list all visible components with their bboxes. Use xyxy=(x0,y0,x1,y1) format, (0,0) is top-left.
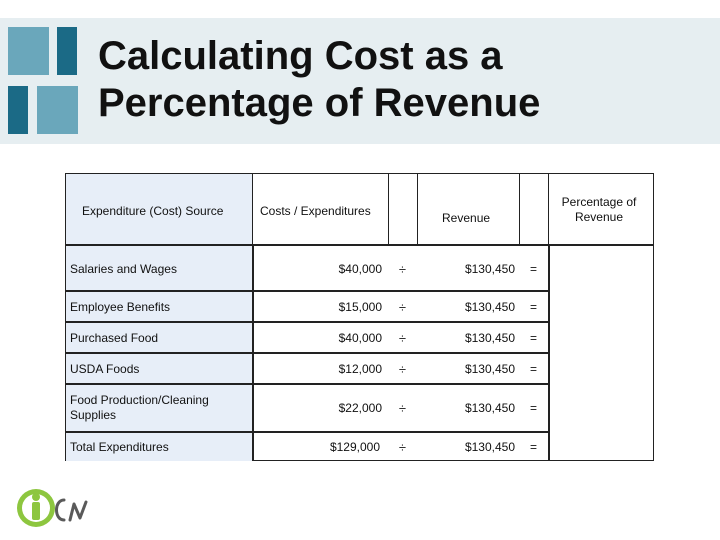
row-3-source: Purchased Food xyxy=(70,331,159,345)
row-2-cost: $15,000 xyxy=(338,300,382,314)
row-3-equals: = xyxy=(529,331,537,345)
header-percentage-label xyxy=(549,195,649,225)
header-percentage-line2: Revenue xyxy=(574,210,624,224)
header-percentage xyxy=(548,174,653,244)
row-1-divide: ÷ xyxy=(398,262,407,277)
decor-square-icon xyxy=(8,27,49,75)
icn-logo-icon xyxy=(16,486,96,530)
row-2-source: Employee Benefits xyxy=(70,300,171,314)
column-divider xyxy=(252,244,254,461)
row-2-equals: = xyxy=(529,300,537,314)
row-1-revenue: $130,450 xyxy=(464,262,515,276)
row-4-revenue: $130,450 xyxy=(464,362,515,376)
page-title xyxy=(98,33,540,127)
column-divider xyxy=(548,244,550,461)
title-line-2: Percentage of Revenue xyxy=(98,81,541,125)
row-2-revenue: $130,450 xyxy=(464,300,515,314)
row-4-cost: $12,000 xyxy=(338,362,382,376)
header-costs-label: Costs / Expenditures xyxy=(260,204,371,218)
header-equals xyxy=(519,174,548,244)
header-revenue-label: Revenue xyxy=(442,211,491,225)
row-6-equals: = xyxy=(529,440,537,454)
row-1-equals: = xyxy=(529,262,537,276)
row-divider xyxy=(66,383,548,385)
title-line-1: Calculating Cost as a xyxy=(98,34,503,78)
row-6-revenue: $130,450 xyxy=(464,440,515,454)
decor-square-icon xyxy=(57,27,77,75)
row-5-source xyxy=(70,393,209,423)
header-costs xyxy=(252,174,388,244)
row-divider xyxy=(66,244,653,246)
row-5-source-line1: Food Production/Cleaning xyxy=(70,393,209,407)
row-4-source: USDA Foods xyxy=(70,362,140,376)
row-5-revenue: $130,450 xyxy=(464,401,515,415)
row-1-cost: $40,000 xyxy=(338,262,382,276)
cost-percentage-table xyxy=(65,173,654,461)
header-operator xyxy=(388,174,417,244)
row-3-cost: $40,000 xyxy=(338,331,382,345)
row-3-revenue: $130,450 xyxy=(464,331,515,345)
row-1-source: Salaries and Wages xyxy=(70,262,177,276)
decor-square-icon xyxy=(37,86,78,134)
row-divider xyxy=(66,290,548,292)
row-6-source: Total Expenditures xyxy=(70,440,169,454)
header-source xyxy=(66,174,252,244)
row-divider xyxy=(66,352,548,354)
row-5-divide: ÷ xyxy=(398,401,407,416)
row-divider xyxy=(66,431,548,433)
row-2-divide: ÷ xyxy=(398,300,407,315)
row-6-cost: $129,000 xyxy=(329,440,380,454)
header-revenue xyxy=(417,174,519,244)
row-5-cost: $22,000 xyxy=(338,401,382,415)
row-divider xyxy=(66,321,548,323)
header-percentage-line1: Percentage of xyxy=(561,195,637,209)
row-5-equals: = xyxy=(529,401,537,415)
row-4-equals: = xyxy=(529,362,537,376)
row-5-source-line2: Supplies xyxy=(70,408,117,422)
row-6-divide: ÷ xyxy=(398,440,407,455)
row-4-divide: ÷ xyxy=(398,362,407,377)
header-source-label: Expenditure (Cost) Source xyxy=(82,204,224,218)
row-3-divide: ÷ xyxy=(398,331,407,346)
decor-square-icon xyxy=(8,86,28,134)
